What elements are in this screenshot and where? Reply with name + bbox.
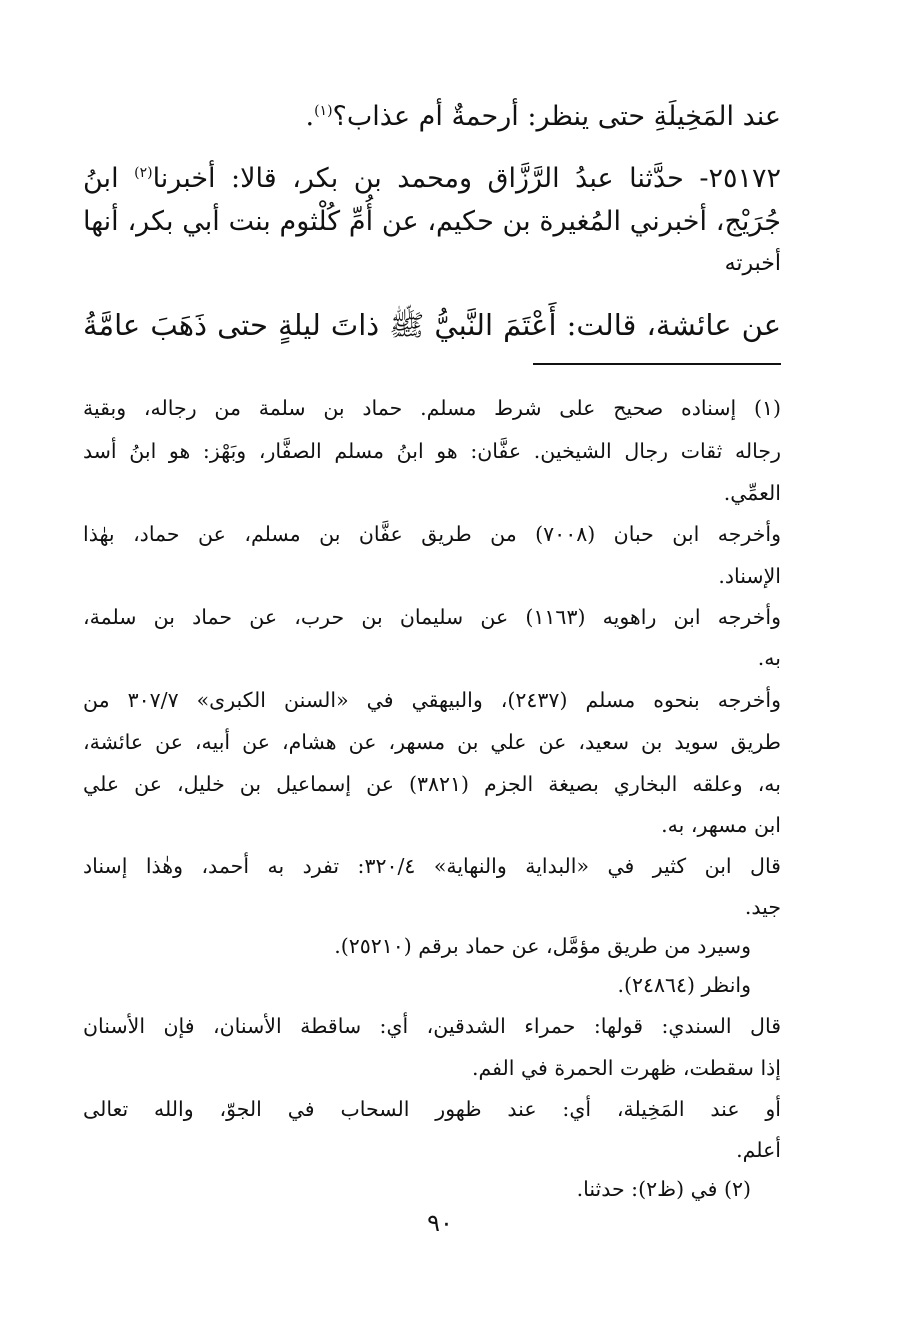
footnote-1-line-2: رجاله ثقات رجال الشيخين. عفَّان: هو ابنُ مسلم الصفَّار، وبَهْز: هو ابنُ أسد xyxy=(83,439,781,463)
footnote-1-line-17: إذا سقطت، ظهرت الحمرة في الفم. xyxy=(471,1056,781,1080)
footnote-1-line-3: العمِّي. xyxy=(723,481,781,505)
hadith-opening-end: ابنُ xyxy=(83,163,135,194)
hadith-number-and-start: ٢٥١٧٢- حدَّثنا عبدُ الرَّزَّاق ومحمد بن بكر، قالا: أخبرنا xyxy=(152,163,781,194)
footnote-ref-1: (١) xyxy=(314,103,333,119)
footnote-2-line-1: (٢) في (ظ٢): حدثنا. xyxy=(576,1177,751,1201)
footnote-1-line-14: وسيرد من طريق مؤمَّل، عن حماد برقم (٢٥٢١٠). xyxy=(334,934,751,958)
main-text-line-5: عن عائشة، قالت: أَعْتَمَ النَّبيُّ ﷺ ذاتَ ليلةٍ حتى ذَهَبَ عامَّةُ xyxy=(83,308,781,342)
footnote-1-line-11: ابن مسهر، به. xyxy=(661,813,781,837)
footnote-1-line-10: به، وعلقه البخاري بصيغة الجزم (٣٨٢١) عن إسماعيل بن خليل، عن علي xyxy=(83,772,782,796)
page-number: ٩٠ xyxy=(427,1209,453,1237)
main-text-line-4: أخبرته xyxy=(724,251,781,276)
footnote-separator xyxy=(533,363,781,365)
footnote-1-line-6: وأخرجه ابن راهويه (١١٦٣) عن سليمان بن حرب، عن حماد بن سلمة، xyxy=(83,605,781,629)
footnote-1-line-12: قال ابن كثير في «البداية والنهاية» ٣٢٠/٤: تفرد به أحمد، وهٰذا إسناد xyxy=(83,854,781,878)
footnote-1-line-4: وأخرجه ابن حبان (٧٠٠٨) من طريق عفَّان بن مسلم، عن حماد، بهٰذا xyxy=(83,522,781,546)
hadith-opening-line xyxy=(83,160,781,198)
main-text-line-1 xyxy=(305,98,781,136)
main-text-line-3: جُرَيْج، أخبرني المُغيرة بن حكيم، عن أُمِّ كُلْثوم بنت أبي بكر، أنها xyxy=(83,206,781,237)
footnote-1-line-19: أعلم. xyxy=(736,1138,781,1162)
footnote-1-line-8: وأخرجه بنحوه مسلم (٢٤٣٧)، والبيهقي في «السنن الكبرى» ٣٠٧/٧ من xyxy=(83,688,781,712)
footnote-ref-2: (٢) xyxy=(134,165,153,181)
main-text-line-1-body: عند المَخِيلَةِ حتى ينظر: أرحمةٌ أم عذاب؟ xyxy=(332,101,781,132)
footnote-1-line-16: قال السندي: قولها: حمراء الشدقين، أي: ساقطة الأسنان، فإن الأسنان xyxy=(83,1014,781,1038)
footnote-1-line-7: به. xyxy=(757,646,781,670)
footnote-1-line-9: طريق سويد بن سعيد، عن علي بن مسهر، عن هشام، عن أبيه، عن عائشة، xyxy=(83,730,781,754)
footnote-1-line-1: (١) إسناده صحيح على شرط مسلم. حماد بن سلمة من رجاله، وبقية xyxy=(83,396,781,420)
main-text-line-1-end: . xyxy=(305,101,315,132)
footnote-1-line-5: الإسناد. xyxy=(718,564,781,588)
footnote-1-line-13: جيد. xyxy=(744,895,781,919)
footnote-1-line-15: وانظر (٢٤٨٦٤). xyxy=(617,973,751,997)
footnote-1-line-18: أو عند المَخِيلة، أي: عند ظهور السحاب في الجوّ، والله تعالى xyxy=(83,1097,781,1121)
